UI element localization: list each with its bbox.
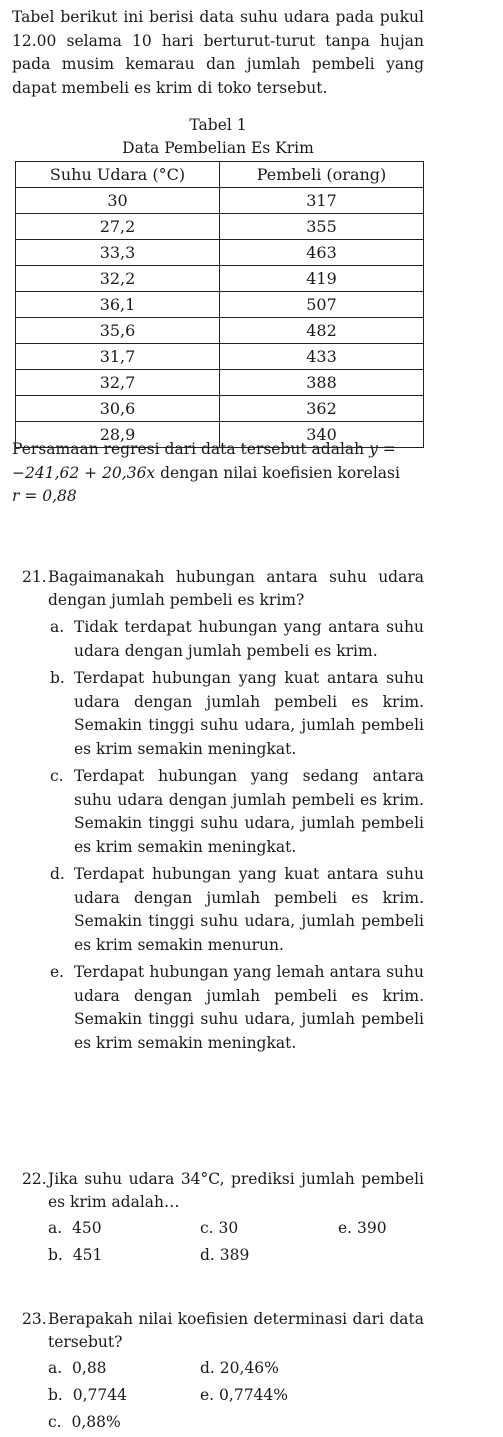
question-number: 21.	[22, 568, 47, 586]
option-letter: e.	[200, 1386, 215, 1404]
table-row	[16, 318, 424, 344]
option-22c[interactable]	[200, 1216, 238, 1240]
header-buyers: Pembeli (orang)	[220, 162, 424, 188]
option-23d[interactable]	[200, 1356, 279, 1380]
option-text: Terdapat hubungan yang kuat antara suhu udara dengan jumlah pembeli es krim. Semakin tinggi suhu udara, jumlah pembeli es krim semakin menurun.	[74, 865, 424, 954]
cell-temperature: 31,7	[16, 344, 220, 370]
option-23a[interactable]	[48, 1356, 107, 1380]
option-text: Terdapat hubungan yang sedang antara suhu udara dengan jumlah pembeli es krim. Semakin tinggi suhu udara, jumlah pembeli es krim semakin meningkat.	[74, 767, 424, 856]
option-23e[interactable]	[200, 1383, 288, 1407]
option-text: 20,46%	[219, 1359, 279, 1377]
cell-temperature: 36,1	[16, 292, 220, 318]
table-row	[16, 214, 424, 240]
option-text: 0,7744	[72, 1386, 127, 1404]
correlation-value: r = 0,88	[12, 487, 77, 505]
option-21d[interactable]	[48, 863, 424, 957]
table-row	[16, 292, 424, 318]
cell-buyers: 507	[220, 292, 424, 318]
question-text: Bagaimanakah hubungan antara suhu udara dengan jumlah pembeli es krim?	[48, 568, 424, 609]
table-row	[16, 240, 424, 266]
option-letter: c.	[50, 767, 64, 785]
cell-buyers: 419	[220, 266, 424, 292]
option-text: 390	[357, 1219, 387, 1237]
option-letter: d.	[200, 1246, 215, 1264]
regression-text-2: dengan nilai koefisien korelasi	[155, 463, 400, 482]
cell-temperature: 30	[16, 188, 220, 214]
question-text: Jika suhu udara 34°C, prediksi jumlah pembeli es krim adalah…	[48, 1170, 424, 1211]
data-table	[15, 161, 424, 448]
table-row	[16, 396, 424, 422]
option-21a[interactable]	[48, 616, 424, 663]
cell-temperature: 28,9	[16, 422, 220, 448]
option-22b[interactable]	[48, 1243, 102, 1267]
cell-temperature: 27,2	[16, 214, 220, 240]
regression-paragraph	[12, 438, 424, 509]
cell-temperature: 33,3	[16, 240, 220, 266]
cell-buyers: 355	[220, 214, 424, 240]
cell-temperature: 30,6	[16, 396, 220, 422]
question-number: 23.	[22, 1310, 47, 1328]
table-title: Data Pembelian Es Krim	[122, 139, 314, 157]
cell-buyers: 433	[220, 344, 424, 370]
option-text: 0,88	[72, 1359, 107, 1377]
question-22	[22, 1168, 424, 1270]
option-letter: a.	[48, 1219, 63, 1237]
option-21c[interactable]	[48, 765, 424, 859]
question-21	[22, 566, 424, 1055]
cell-buyers: 388	[220, 370, 424, 396]
cell-buyers: 362	[220, 396, 424, 422]
option-text: 451	[72, 1246, 103, 1264]
regression-eq-y: y =	[369, 440, 396, 458]
option-text: 0,88%	[71, 1413, 121, 1431]
cell-buyers: 317	[220, 188, 424, 214]
options-grid-23	[48, 1356, 424, 1437]
option-22d[interactable]	[200, 1243, 249, 1267]
option-letter: a.	[48, 1359, 63, 1377]
question-23	[22, 1308, 424, 1437]
option-letter: b.	[50, 669, 65, 687]
option-letter: a.	[50, 618, 65, 636]
option-text: 0,7744%	[219, 1386, 289, 1404]
option-22e[interactable]	[338, 1216, 387, 1240]
option-letter: d.	[200, 1359, 215, 1377]
option-text: 30	[218, 1219, 239, 1237]
table-row	[16, 344, 424, 370]
option-letter: b.	[48, 1246, 63, 1264]
cell-buyers: 463	[220, 240, 424, 266]
option-23c[interactable]	[48, 1410, 121, 1434]
question-number: 22.	[22, 1170, 47, 1188]
table-header-row	[16, 162, 424, 188]
option-22a[interactable]	[48, 1216, 102, 1240]
option-text: 450	[72, 1219, 102, 1237]
option-letter: c.	[200, 1219, 214, 1237]
regression-text: Persamaan regresi dari data tersebut adalah	[12, 440, 370, 458]
regression-equation: −241,62 + 20,36x	[12, 463, 156, 482]
table-label: Tabel 1	[189, 116, 247, 134]
cell-temperature: 35,6	[16, 318, 220, 344]
options-grid-22	[48, 1216, 424, 1270]
option-letter: e.	[338, 1219, 353, 1237]
option-21e[interactable]	[48, 961, 424, 1055]
table-row	[16, 266, 424, 292]
option-text: Terdapat hubungan yang lemah antara suhu udara dengan jumlah pembeli es krim. Semakin tinggi suhu udara, jumlah pembeli es krim semakin meningkat.	[74, 963, 424, 1052]
option-letter: e.	[50, 963, 65, 981]
option-text: Tidak terdapat hubungan yang antara suhu udara dengan jumlah pembeli es krim.	[74, 618, 424, 660]
intro-paragraph: Tabel berikut ini berisi data suhu udara pada pukul 12.00 selama 10 hari berturut-turut tanpa hujan pada musim kemarau dan jumlah pembeli yang dapat membeli es krim di toko tersebut.	[12, 8, 424, 97]
option-21b[interactable]	[48, 667, 424, 761]
cell-temperature: 32,7	[16, 370, 220, 396]
cell-buyers: 340	[220, 422, 424, 448]
option-letter: c.	[48, 1413, 62, 1431]
question-text: Berapakah nilai koefisien determinasi dari data tersebut?	[48, 1310, 424, 1351]
table-row	[16, 370, 424, 396]
header-temperature: Suhu Udara (°C)	[16, 162, 220, 188]
option-text: 389	[219, 1246, 250, 1264]
option-letter: d.	[50, 865, 65, 883]
option-letter: b.	[48, 1386, 63, 1404]
table-row	[16, 188, 424, 214]
cell-temperature: 32,2	[16, 266, 220, 292]
option-text: Terdapat hubungan yang kuat antara suhu udara dengan jumlah pembeli es krim. Semakin tinggi suhu udara, jumlah pembeli es krim semakin meningkat.	[74, 669, 424, 758]
option-23b[interactable]	[48, 1383, 127, 1407]
cell-buyers: 482	[220, 318, 424, 344]
